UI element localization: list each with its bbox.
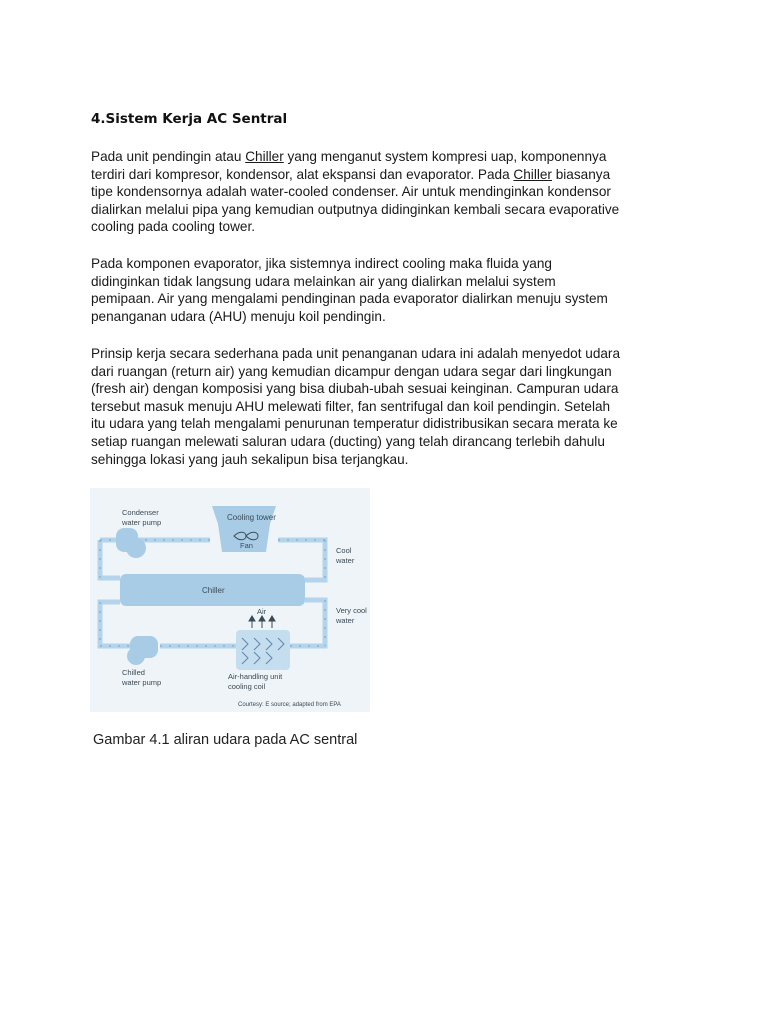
paragraph-line: cooling pada cooling tower. <box>91 219 255 235</box>
chilled-pump-label: Chilled <box>122 668 145 677</box>
chiller-link[interactable]: Chiller <box>513 166 552 182</box>
ahu-label: cooling coil <box>228 682 266 691</box>
paragraph-line <box>91 148 691 166</box>
paragraph-line: penanganan udara (AHU) menuju koil pendingin. <box>91 308 386 324</box>
paragraph-line: pemipaan. Air yang mengalami pendinginan pada evaporator dialirkan menuju system <box>91 291 608 307</box>
chiller-system-diagram <box>90 488 370 712</box>
chiller-link[interactable]: Chiller <box>245 149 284 164</box>
paragraph-line: dialirkan melalui pipa yang kemudian outputnya didinginkan kembali secara evaporative <box>91 201 620 217</box>
paragraph-evaporator <box>91 255 691 325</box>
cool-water-label: Cool <box>336 546 352 555</box>
paragraph-line: itu udara yang telah mengalami penurunan temperatur didistribusikan secara merata ke <box>91 416 618 432</box>
chilled-water-pump <box>127 636 158 665</box>
paragraph-line: setiap ruangan melewati saluran udara (ducting) yang telah dirancang terlebih dahulu <box>91 433 605 449</box>
text-run: terdiri dari kompresor, kondensor, alat ekspansi dan evaporator. Pada <box>91 166 514 182</box>
section-heading: 4.Sistem Kerja AC Sentral <box>91 111 288 127</box>
paragraph-line: didinginkan tidak langsung udara melainkan air yang dialirkan melalui system <box>91 273 556 289</box>
text-run: biasanya <box>551 166 611 182</box>
air-handling-unit <box>236 630 290 670</box>
text-run: Pada unit pendingin atau <box>91 149 246 164</box>
paragraph-line: Prinsip kerja secara sederhana pada unit penanganan udara ini adalah menyedot udara <box>91 346 621 361</box>
condenser-pump-label: water pump <box>122 518 162 527</box>
paragraph-chiller <box>91 148 691 236</box>
paragraph-line: (fresh air) dengan komposisi yang bisa diubah-ubah sesuai keinginan. Campuran udara <box>91 381 619 397</box>
paragraph-line: tipe kondensornya adalah water-cooled condenser. Air untuk mendinginkan kondensor <box>91 184 611 200</box>
cool-water-label: water <box>336 556 355 565</box>
figure-caption: Gambar 4.1 aliran udara pada AC sentral <box>93 732 358 748</box>
paragraph-line: Pada komponen evaporator, jika sistemnya indirect cooling maka fluida yang <box>91 256 552 271</box>
air-label: Air <box>257 607 267 616</box>
condenser-water-pump <box>116 528 146 558</box>
paragraph-line <box>91 166 691 184</box>
paragraph-line: tersebut masuk menuju AHU melewati filter, fan sentrifugal dan koil pendingin. Setelah <box>91 398 611 414</box>
courtesy-credit: Courtesy: E source; adapted from EPA <box>238 702 341 708</box>
fan-label: Fan <box>240 541 253 550</box>
cooling-tower-label: Cooling tower <box>227 513 276 522</box>
condenser-pump-label: Condenser <box>122 508 159 517</box>
paragraph-line: sehingga lokasi yang jauh sekalipun bisa terjangkau. <box>91 451 409 467</box>
very-cool-water-label: Very cool <box>336 606 367 615</box>
diagram-svg <box>90 488 370 712</box>
very-cool-water-label: water <box>336 616 355 625</box>
paragraph-line: dari ruangan (return air) yang kemudian dicampur dengan udara segar dari lingkungan <box>91 363 612 379</box>
chiller-label: Chiller <box>202 586 225 595</box>
paragraph-ahu-principle <box>91 345 691 468</box>
chilled-pump-label: water pump <box>122 678 162 687</box>
ahu-label: Air-handling unit <box>228 672 283 681</box>
air-flow-arrows-icon <box>249 616 275 628</box>
text-run: yang menganut system kompresi uap, komponennya <box>283 149 607 164</box>
